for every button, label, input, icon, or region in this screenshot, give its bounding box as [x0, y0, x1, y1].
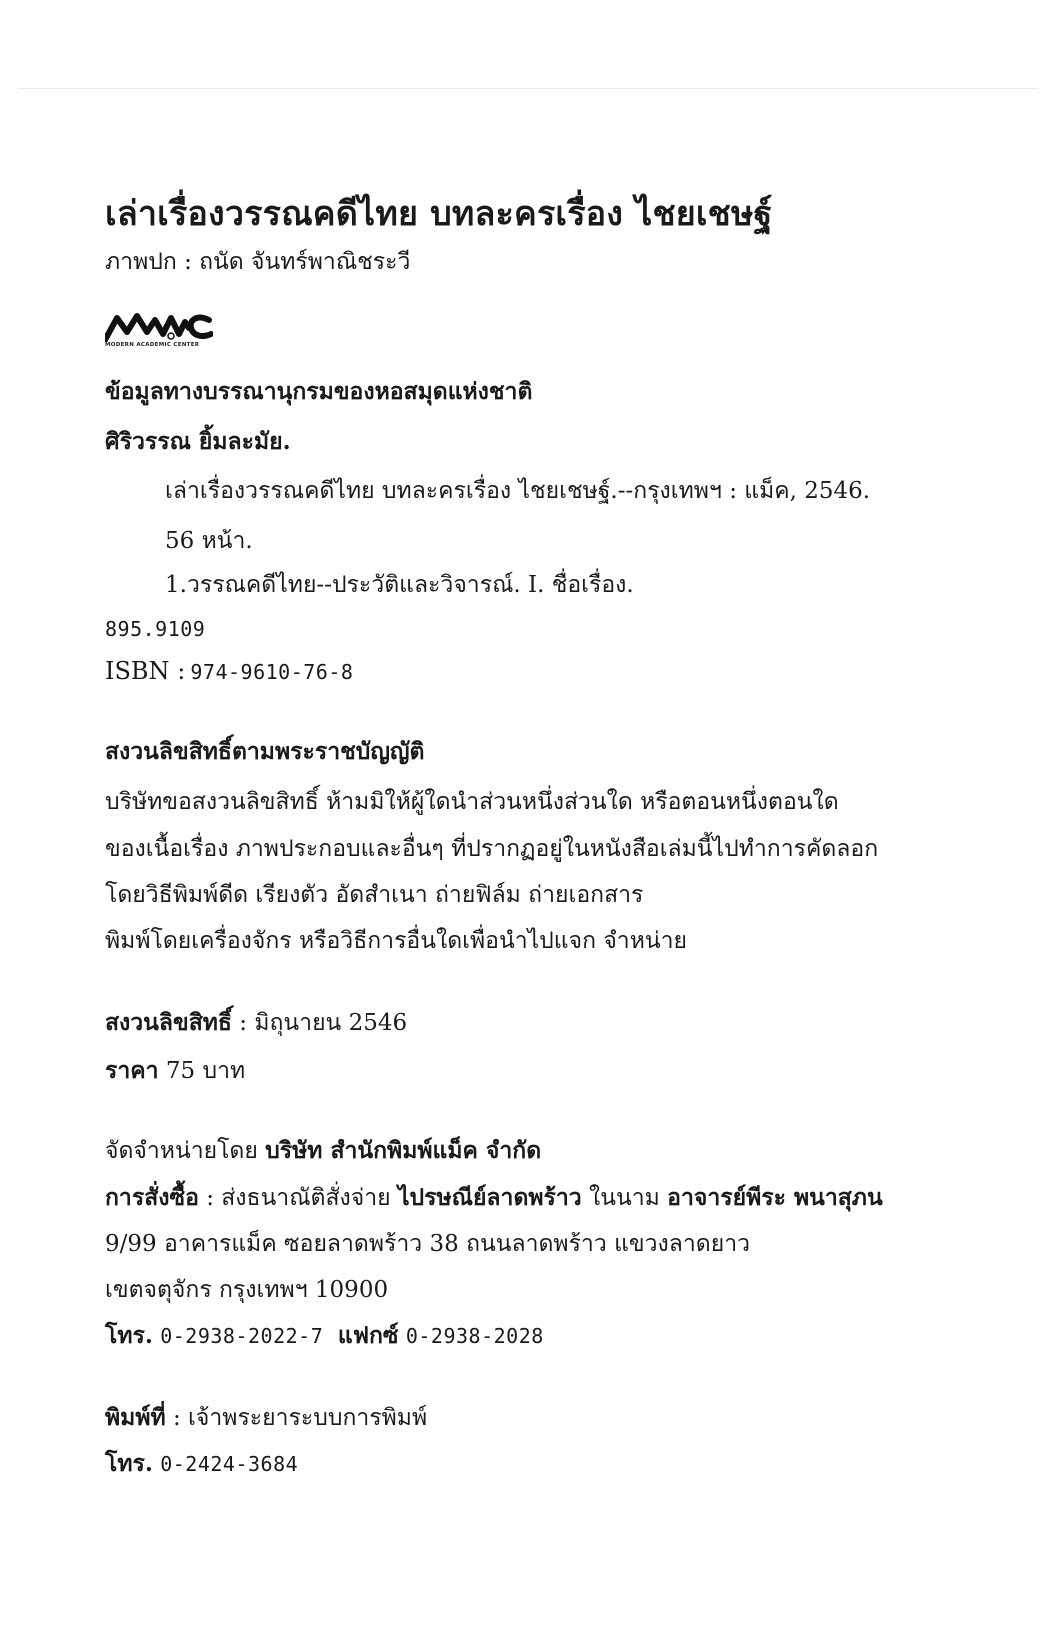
price-label: ราคา — [105, 1057, 159, 1084]
fax-value: 0-2938-2028 — [405, 1324, 544, 1348]
order-text-2: ในนาม — [589, 1185, 660, 1211]
catalog-pages: 56 หน้า. — [165, 528, 253, 554]
price-value: 75 บาท — [165, 1058, 246, 1084]
catalog-heading: ข้อมูลทางบรรณานุกรมของหอสมุดแห่งชาติ — [105, 378, 533, 405]
printer-phone-value: 0-2424-3684 — [160, 1452, 299, 1476]
copyright-line-4: พิมพ์โดยเครื่องจักร หรือวิธีการอื่นใดเพื่อนำไปแจก จำหน่าย — [105, 928, 687, 954]
order-label: การสั่งซื้อ — [105, 1184, 199, 1211]
fax-label: แฟกซ์ — [337, 1322, 399, 1349]
printer-value: : เจ้าพระยาระบบการพิมพ์ — [172, 1405, 428, 1431]
printer-phone-line — [105, 1446, 298, 1482]
copyright-date-value: : มิถุนายน 2546 — [239, 1010, 408, 1036]
distributor-line — [105, 1133, 541, 1169]
catalog-classification: 895.9109 — [105, 617, 206, 641]
order-line — [105, 1180, 883, 1216]
order-recipient: อาจารย์พีระ พนาสุภน — [667, 1184, 883, 1211]
copyright-date-line — [105, 1005, 407, 1041]
printer-line — [105, 1400, 427, 1436]
distributor-prefix: จัดจำหน่ายโดย — [105, 1138, 258, 1164]
catalog-author: ศิริวรรณ ยิ้มละมัย. — [105, 428, 291, 455]
price-line — [105, 1053, 245, 1089]
order-post-office: ไปรษณีย์ลาดพร้าว — [397, 1184, 582, 1211]
isbn-value: 974-9610-76-8 — [190, 660, 354, 684]
logo-caption: MODERN ACADEMIC CENTER — [105, 342, 200, 348]
distributor-company: บริษัท สำนักพิมพ์แม็ค จำกัด — [265, 1137, 542, 1164]
cover-art-credit: ภาพปก : ถนัด จันทร์พาณิชระวี — [105, 249, 411, 275]
printer-label: พิมพ์ที่ — [105, 1404, 166, 1431]
address-line-1: 9/99 อาคารแม็ค ซอยลาดพร้าว 38 ถนนลาดพร้าว แขวงลาดยาว — [105, 1231, 751, 1257]
phone-fax-line — [105, 1318, 544, 1354]
copyright-line-3: โดยวิธีพิมพ์ดีด เรียงตัว อัดสำเนา ถ่ายฟิล์ม ถ่ายเอกสาร — [105, 882, 644, 908]
printer-phone-label: โทร. — [105, 1450, 153, 1477]
catalog-entry-title: เล่าเรื่องวรรณคดีไทย บทละครเรื่อง ไชยเชษฐ์.--กรุงเทพฯ : แม็ค, 2546. — [165, 478, 871, 504]
order-text-1: : ส่งธนาณัติสั่งจ่าย — [206, 1185, 391, 1211]
copyright-heading: สงวนลิขสิทธิ์ตามพระราชบัญญัติ — [105, 738, 425, 765]
isbn-label: ISBN : — [105, 657, 186, 685]
isbn-line — [105, 657, 353, 685]
catalog-subject: 1.วรรณคดีไทย--ประวัติและวิจารณ์. I. ชื่อเรื่อง. — [165, 572, 634, 598]
phone-value: 0-2938-2022-7 — [160, 1324, 324, 1348]
copyright-line-1: บริษัทขอสงวนลิขสิทธิ์ ห้ามมิให้ผู้ใดนำส่วนหนึ่งส่วนใด หรือตอนหนึ่งตอนใด — [105, 789, 839, 815]
address-line-2: เขตจตุจักร กรุงเทพฯ 10900 — [105, 1277, 389, 1303]
top-rule — [18, 88, 1038, 89]
copyright-date-label: สงวนลิขสิทธิ์ — [105, 1009, 232, 1036]
copyright-line-2: ของเนื้อเรื่อง ภาพประกอบและอื่นๆ ที่ปรากฏอยู่ในหนังสือเล่มนี้ไปทำการคัดลอก — [105, 836, 879, 862]
mac-logo — [105, 312, 213, 360]
book-title: เล่าเรื่องวรรณคดีไทย บทละครเรื่อง ไชยเชษฐ์ — [105, 194, 773, 234]
phone-label: โทร. — [105, 1322, 153, 1349]
mac-logo-icon — [105, 312, 213, 342]
